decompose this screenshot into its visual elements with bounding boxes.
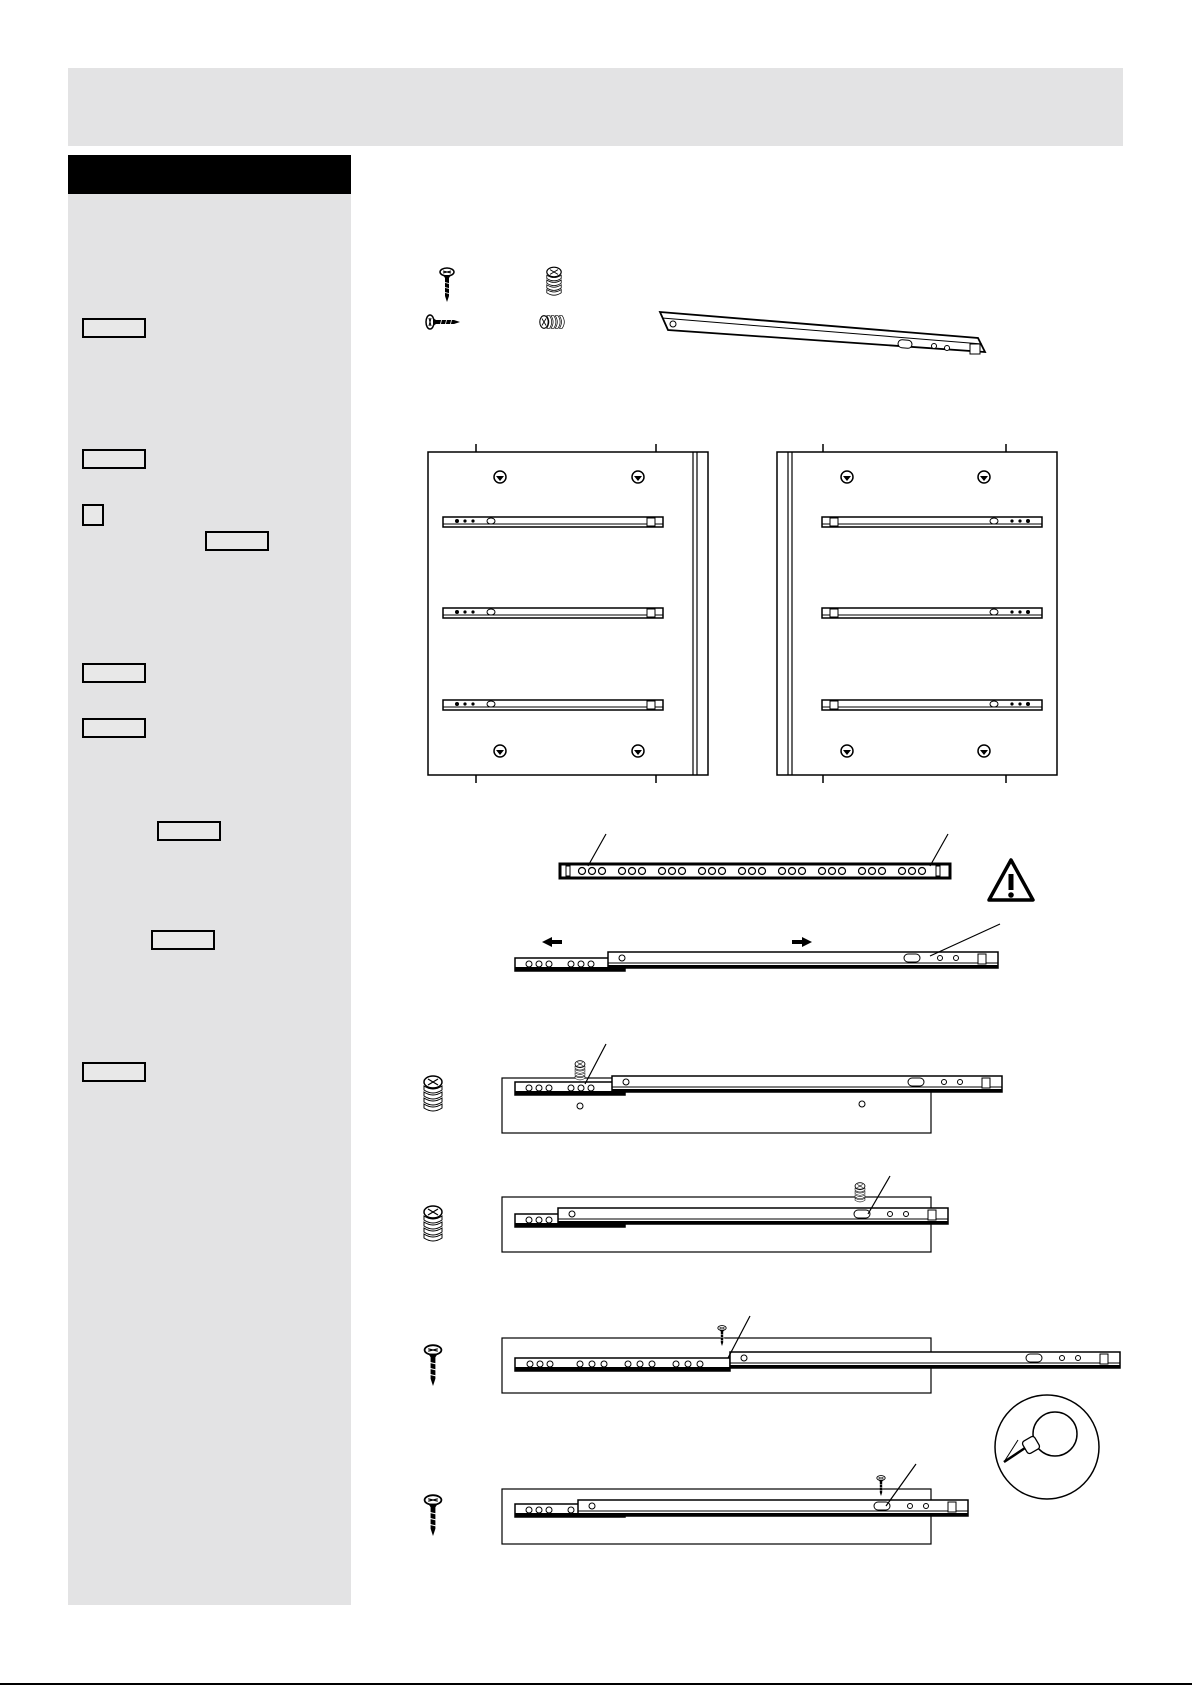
screw-icon — [425, 1495, 442, 1536]
cam-dowel-icon — [547, 267, 561, 295]
inner-rail-detail — [560, 834, 950, 878]
cam-dowel-icon — [424, 1206, 442, 1241]
screw-icon — [426, 315, 460, 329]
cam-dowel-icon — [540, 316, 565, 329]
runner-fixing-step — [502, 1044, 1002, 1133]
warning-triangle-icon — [989, 860, 1033, 900]
right-side-panel — [777, 444, 1057, 783]
cam-dowel-icon — [424, 1076, 442, 1111]
screw-icon — [440, 268, 454, 302]
runner-fixing-step — [502, 1464, 968, 1544]
left-side-panel — [428, 444, 708, 783]
screwdriver-icon — [995, 1395, 1099, 1499]
drawer-runner-icon — [660, 312, 985, 354]
runner-fixing-step — [502, 1176, 948, 1252]
screw-icon — [425, 1345, 442, 1386]
extended-runner-detail — [515, 924, 1000, 971]
runner-fixing-step — [502, 1316, 1120, 1393]
